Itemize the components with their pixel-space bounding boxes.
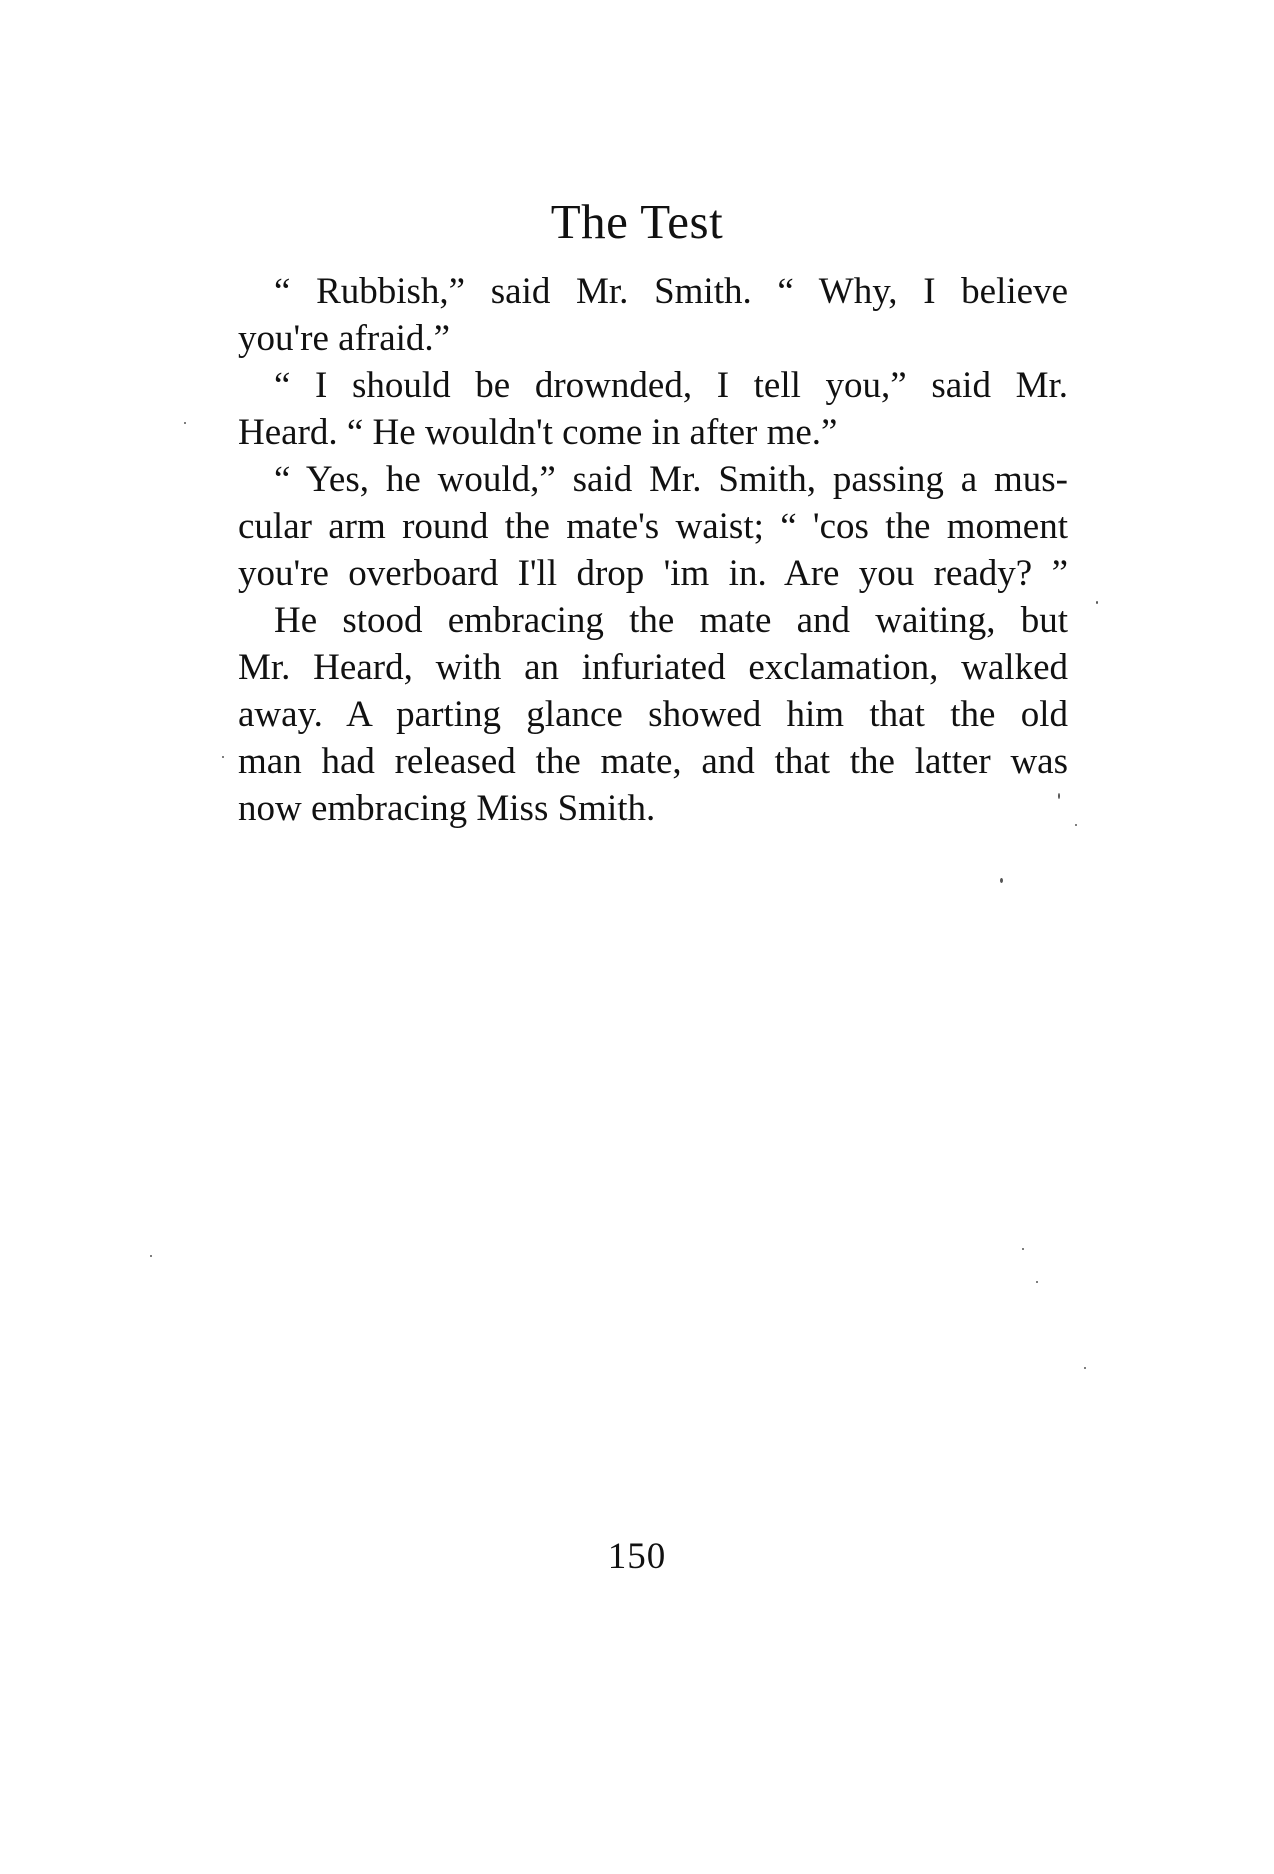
running-head: The Test: [550, 194, 724, 249]
scan-speck: [150, 1255, 152, 1257]
scan-speck: [1058, 793, 1060, 799]
text-line: “ Yes, he would,” said Mr. Smith, passing a mus-: [274, 459, 1068, 500]
text-line: cular arm round the mate's waist; “ 'cos the moment: [238, 506, 1068, 547]
text-line: now embracing Miss Smith.: [238, 788, 656, 829]
text-line: He stood embracing the mate and waiting, but: [274, 600, 1068, 641]
text-line: man had released the mate, and that the latter was: [238, 741, 1068, 782]
scan-speck: [1096, 601, 1098, 604]
scan-speck: [184, 422, 186, 424]
text-line: “ I should be drownded, I tell you,” said Mr.: [274, 365, 1068, 406]
text-line: you're afraid.”: [238, 318, 451, 359]
text-line: “ Rubbish,” said Mr. Smith. “ Why, I believe: [274, 271, 1068, 312]
scan-speck: [1084, 1367, 1086, 1369]
text-line: Heard. “ He wouldn't come in after me.”: [238, 412, 838, 453]
page-number: 150: [607, 1536, 667, 1577]
scan-speck: [1075, 824, 1077, 826]
scan-speck: [222, 756, 224, 758]
text-line: you're overboard I'll drop 'im in. Are you ready? ”: [238, 553, 1068, 594]
text-line: Mr. Heard, with an infuriated exclamation, walked: [238, 647, 1068, 688]
body-text: [238, 268, 1068, 832]
text-line: away. A parting glance showed him that the old: [238, 694, 1068, 735]
scan-speck: [1022, 1248, 1024, 1250]
scan-speck: [1000, 878, 1003, 883]
scan-speck: [1036, 1281, 1038, 1283]
